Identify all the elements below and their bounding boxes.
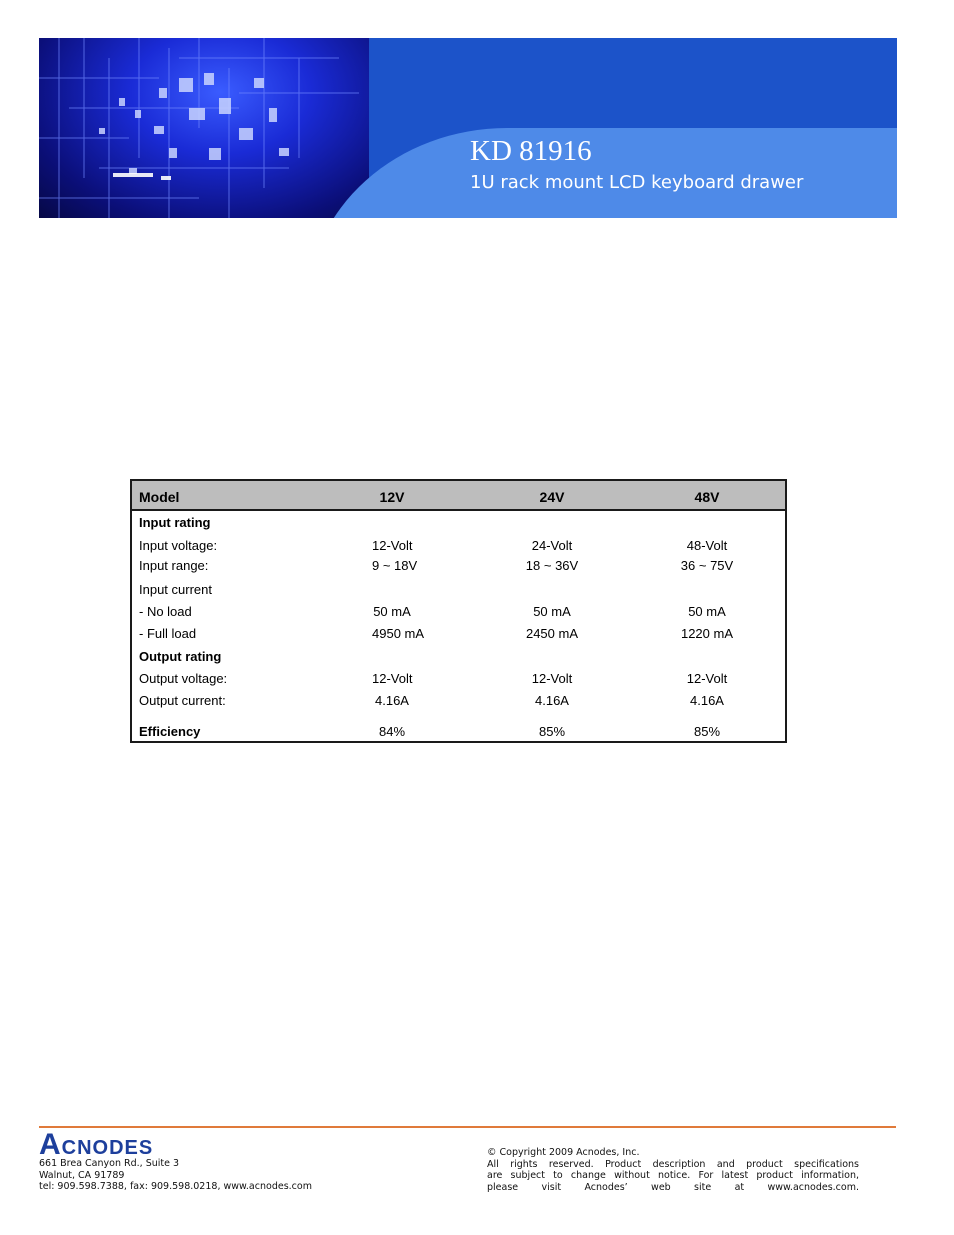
row-label: Output rating xyxy=(139,649,222,664)
row-value-12v: 4.16A xyxy=(375,693,409,708)
header-24v: 24V xyxy=(539,489,565,505)
copyright-line: please visit Acnodes’ web site at www.acnodes.com. xyxy=(487,1181,859,1193)
product-title: KD 81916 xyxy=(470,135,592,167)
copyright-line: All rights reserved. Product description and product specifications xyxy=(487,1158,859,1170)
header-12v: 12V xyxy=(379,489,405,505)
row-value-48v: 48-Volt xyxy=(686,538,728,553)
company-address xyxy=(39,1158,312,1193)
row-value-48v: 36 ~ 75V xyxy=(680,558,734,573)
row-value-48v: 4.16A xyxy=(690,693,724,708)
table-row xyxy=(132,538,785,556)
row-value-24v: 4.16A xyxy=(535,693,569,708)
spec-table-header xyxy=(132,481,785,511)
table-row xyxy=(132,693,785,711)
header-model: Model xyxy=(139,489,180,505)
title-block xyxy=(470,134,803,194)
row-label: - No load xyxy=(139,604,192,619)
row-value-48v: 1220 mA xyxy=(680,626,734,641)
logo-rest: CNODES xyxy=(61,1137,154,1159)
row-label: Input rating xyxy=(139,515,211,530)
header-48v: 48V xyxy=(694,489,720,505)
circuit-board-image xyxy=(39,38,369,218)
table-row xyxy=(132,626,785,644)
row-value-12v: 4950 mA xyxy=(372,626,425,641)
row-value-12v: 84% xyxy=(378,724,406,739)
footer-divider xyxy=(39,1126,896,1128)
row-label: Efficiency xyxy=(139,724,201,739)
table-row xyxy=(132,558,785,576)
address-line: 661 Brea Canyon Rd., Suite 3 xyxy=(39,1158,180,1169)
row-value-48v: 12-Volt xyxy=(686,671,728,686)
row-value-24v: 2450 mA xyxy=(525,626,579,641)
table-row xyxy=(132,604,785,622)
copyright-line: are subject to change without notice. For latest product information, xyxy=(487,1170,859,1181)
circuit-traces xyxy=(39,38,369,218)
address-line: tel: 909.598.7388, fax: 909.598.0218, www.acnodes.com xyxy=(39,1181,312,1192)
copyright-notice xyxy=(487,1147,859,1193)
table-row xyxy=(132,649,785,667)
row-value-24v: 85% xyxy=(538,724,566,739)
row-value-12v: 9 ~ 18V xyxy=(372,558,418,573)
row-value-48v: 50 mA xyxy=(688,604,726,619)
header-banner xyxy=(39,38,897,218)
row-value-48v: 85% xyxy=(693,724,721,739)
acnodes-logo xyxy=(39,1128,154,1161)
row-value-24v: 50 mA xyxy=(533,604,571,619)
row-value-24v: 18 ~ 36V xyxy=(525,558,579,573)
row-label: Input voltage: xyxy=(139,538,218,553)
logo-initial: A xyxy=(39,1128,62,1161)
table-row xyxy=(132,724,785,742)
copyright-line: © Copyright 2009 Acnodes, Inc. xyxy=(487,1147,640,1158)
table-row xyxy=(132,582,785,600)
row-label: Input current xyxy=(139,582,212,597)
spec-table xyxy=(130,479,787,743)
table-row xyxy=(132,515,785,533)
address-line: Walnut, CA 91789 xyxy=(39,1169,125,1181)
row-value-12v: 50 mA xyxy=(373,604,411,619)
row-value-12v: 12-Volt xyxy=(372,538,413,553)
row-value-12v: 12-Volt xyxy=(372,671,413,686)
row-label: Output voltage: xyxy=(139,671,228,686)
product-subtitle: 1U rack mount LCD keyboard drawer xyxy=(470,172,804,193)
row-label: Output current: xyxy=(139,693,226,708)
row-value-24v: 24-Volt xyxy=(531,538,573,553)
table-row xyxy=(132,671,785,689)
row-label: Input range: xyxy=(139,558,209,573)
row-value-24v: 12-Volt xyxy=(531,671,573,686)
row-label: - Full load xyxy=(139,626,197,641)
